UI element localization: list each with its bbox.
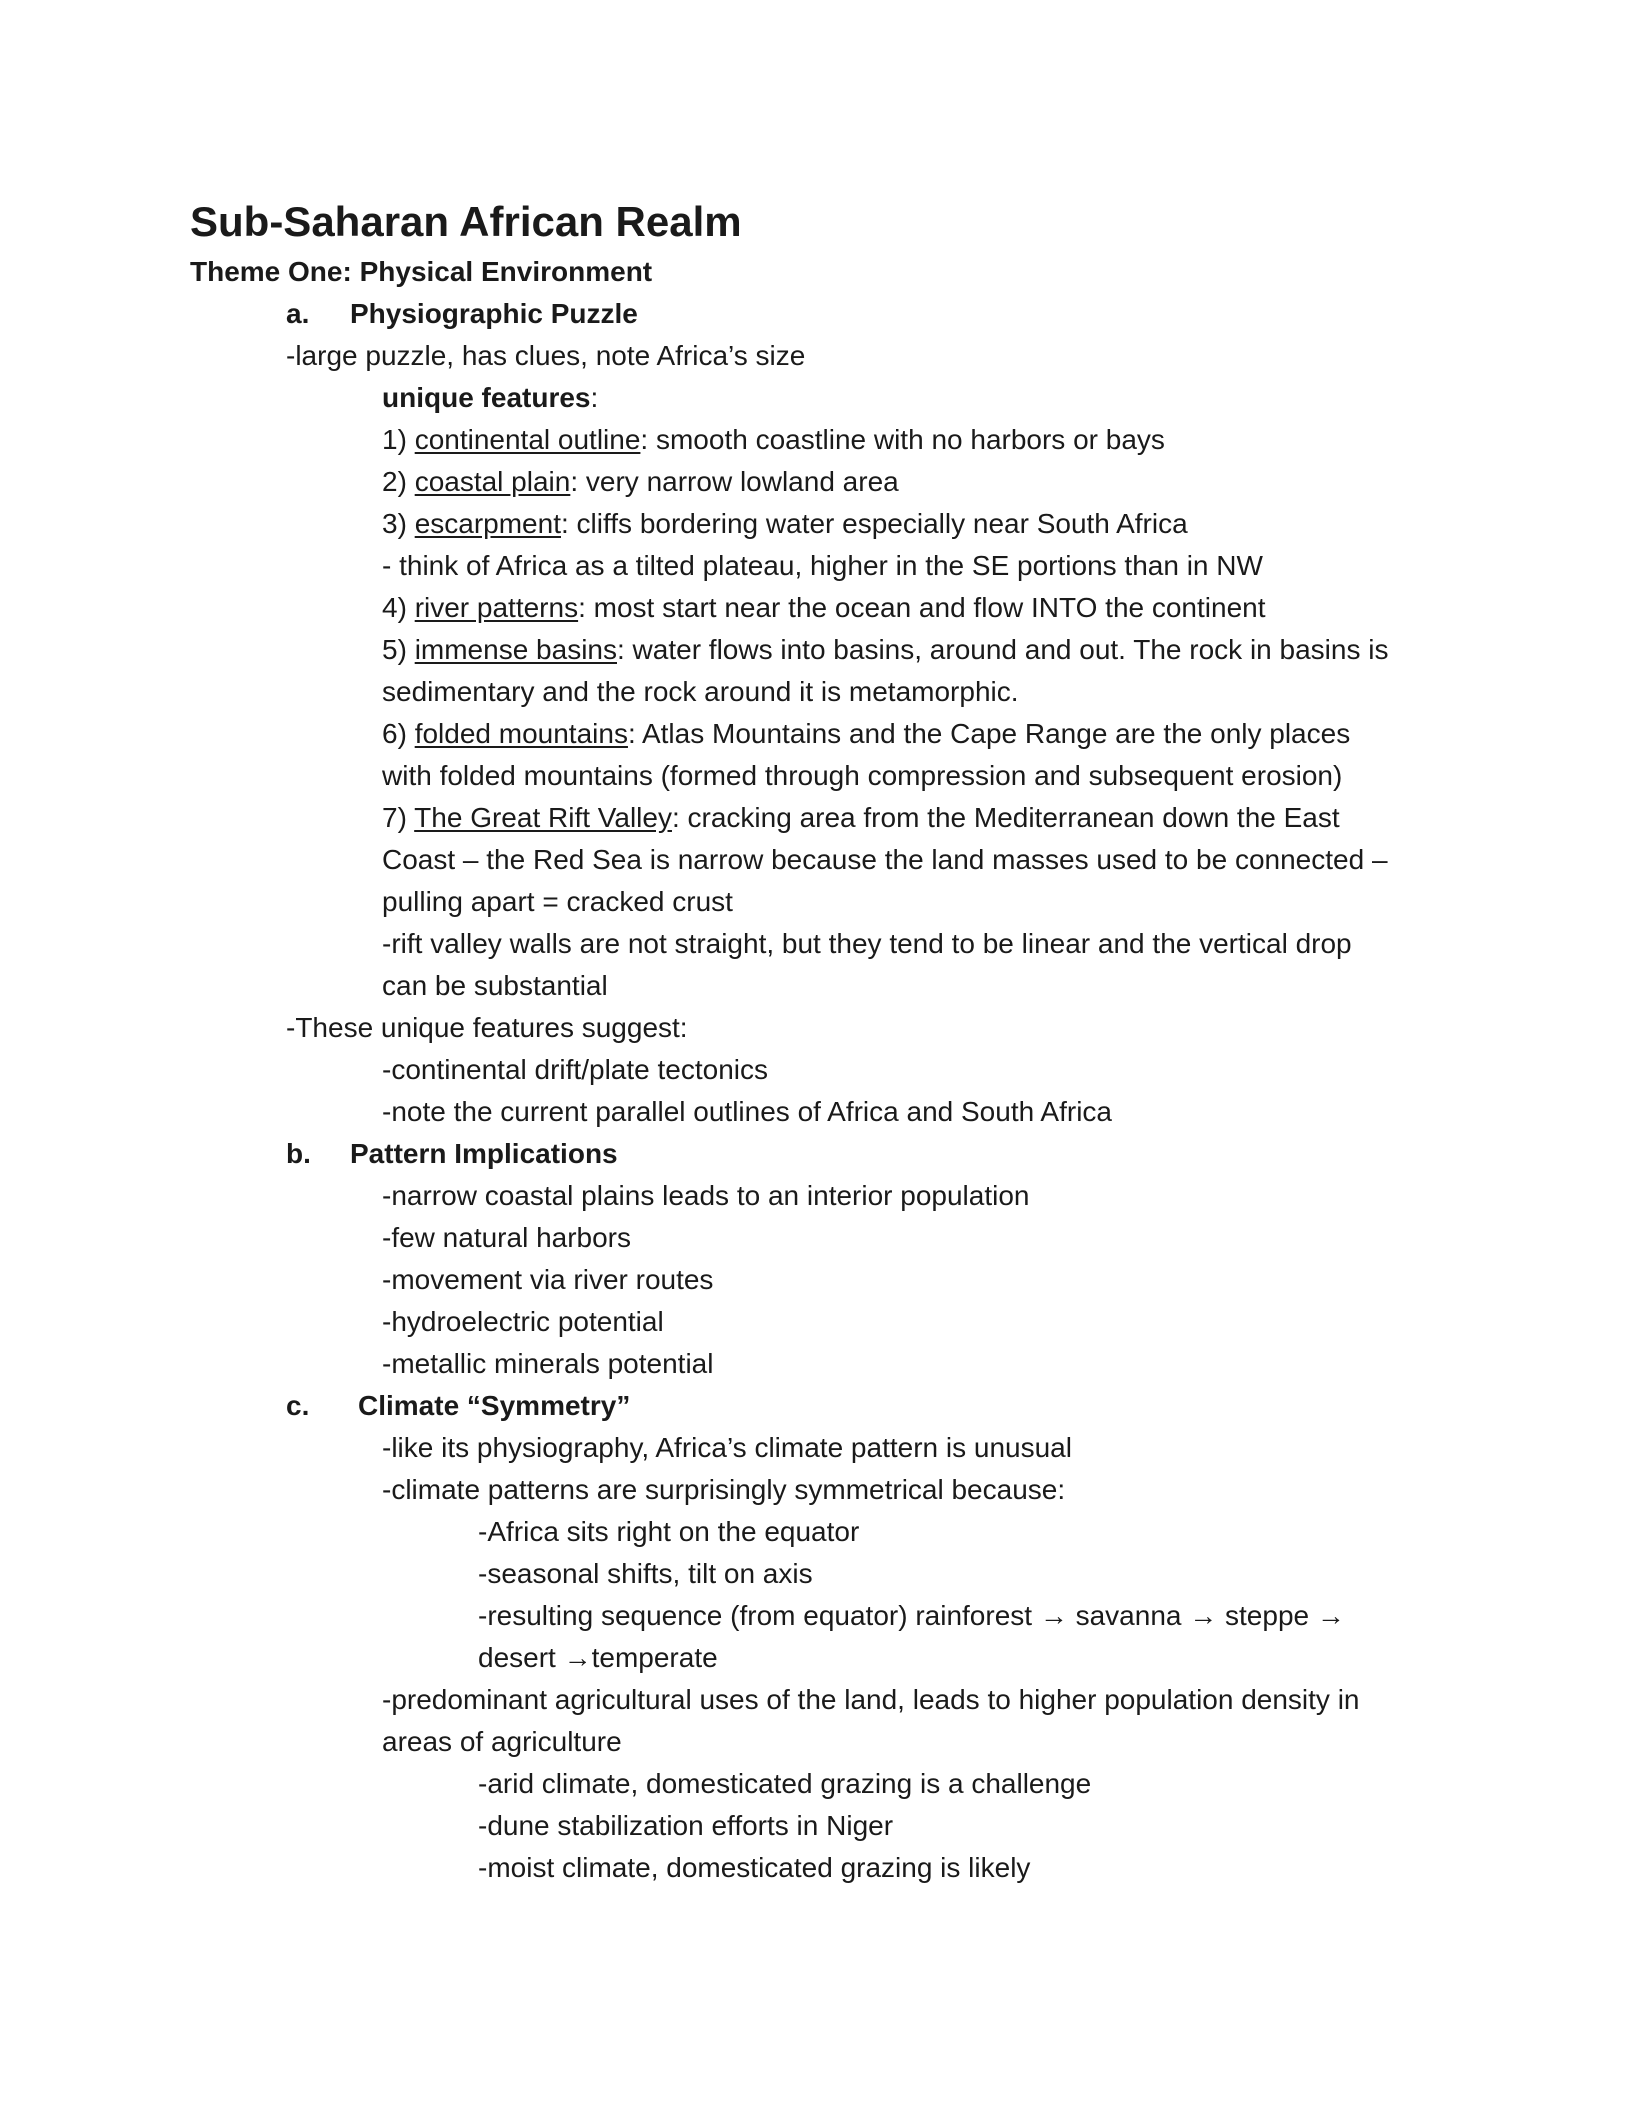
section-a-heading	[286, 297, 638, 331]
agriculture-sub-item: -arid climate, domesticated grazing is a challenge	[478, 1768, 1092, 1799]
feature-description: : most start near the ocean and flow INTO the continent	[578, 592, 1266, 623]
climate-sub-item: -resulting sequence (from equator) rainforest → savanna → steppe →	[478, 1600, 1345, 1631]
feature-term: coastal plain	[414, 466, 571, 497]
implication-item: -hydroelectric potential	[382, 1306, 664, 1337]
feature-item	[382, 423, 1165, 457]
feature-description: : very narrow lowland area	[570, 466, 899, 497]
climate-sub-item: -seasonal shifts, tilt on axis	[478, 1558, 813, 1589]
climate-sub-item: desert →temperate	[478, 1642, 718, 1673]
climate-line: -like its physiography, Africa’s climate pattern is unusual	[382, 1432, 1072, 1463]
feature-number: 1)	[382, 424, 415, 455]
feature-description: : cliffs bordering water especially near South Africa	[560, 508, 1188, 539]
feature-description: : Atlas Mountains and the Cape Range are the only places	[627, 718, 1351, 749]
section-b-title: Pattern Implications	[350, 1138, 618, 1169]
feature-number: 6)	[382, 718, 415, 749]
feature-continuation: can be substantial	[382, 970, 608, 1001]
climate-sub-item: -Africa sits right on the equator	[478, 1516, 860, 1547]
agriculture-line: -predominant agricultural uses of the land, leads to higher population density in	[382, 1684, 1360, 1715]
feature-note: -rift valley walls are not straight, but they tend to be linear and the vertical drop	[382, 928, 1352, 959]
suggest-item: -continental drift/plate tectonics	[382, 1054, 768, 1085]
section-a-title: Physiographic Puzzle	[350, 298, 638, 329]
agriculture-sub-item: -moist climate, domesticated grazing is likely	[478, 1852, 1031, 1883]
agriculture-line: areas of agriculture	[382, 1726, 622, 1757]
feature-continuation: with folded mountains (formed through compression and subsequent erosion)	[382, 760, 1343, 791]
feature-item	[382, 801, 1340, 835]
theme-heading: Theme One: Physical Environment	[190, 256, 653, 287]
unique-features-heading	[382, 381, 598, 415]
feature-term: continental outline	[414, 424, 641, 455]
feature-description: : water flows into basins, around and out. The rock in basins is	[617, 634, 1389, 665]
feature-description: : smooth coastline with no harbors or bays	[640, 424, 1165, 455]
implication-item: -narrow coastal plains leads to an interior population	[382, 1180, 1030, 1211]
unique-features-label: unique features	[382, 382, 591, 413]
feature-item	[382, 507, 1188, 541]
feature-continuation: pulling apart = cracked crust	[382, 886, 733, 917]
feature-term: escarpment	[414, 508, 561, 539]
feature-number: 5)	[382, 634, 415, 665]
section-c-title: Climate “Symmetry”	[358, 1390, 631, 1421]
feature-item	[382, 717, 1350, 751]
implication-item: -few natural harbors	[382, 1222, 632, 1253]
feature-term: immense basins	[414, 634, 617, 665]
feature-term: The Great Rift Valley	[414, 802, 672, 833]
feature-item	[382, 591, 1266, 625]
section-a-letter: a.	[286, 298, 310, 329]
document-title: Sub-Saharan African Realm	[190, 198, 742, 245]
section-b-heading	[286, 1137, 618, 1171]
section-c-heading	[286, 1389, 630, 1423]
section-a-intro: -large puzzle, has clues, note Africa’s size	[286, 340, 806, 371]
feature-note: - think of Africa as a tilted plateau, higher in the SE portions than in NW	[382, 550, 1263, 581]
feature-item	[382, 633, 1388, 667]
feature-number: 2)	[382, 466, 415, 497]
climate-line: -climate patterns are surprisingly symmetrical because:	[382, 1474, 1066, 1505]
section-b-letter: b.	[286, 1138, 311, 1169]
feature-number: 3)	[382, 508, 415, 539]
feature-number: 7)	[382, 802, 415, 833]
implication-item: -metallic minerals potential	[382, 1348, 714, 1379]
suggest-label: -These unique features suggest:	[286, 1012, 688, 1043]
feature-description: : cracking area from the Mediterranean down the East	[671, 802, 1340, 833]
suggest-item: -note the current parallel outlines of Africa and South Africa	[382, 1096, 1112, 1127]
agriculture-sub-item: -dune stabilization efforts in Niger	[478, 1810, 894, 1841]
unique-features-colon: :	[590, 382, 599, 413]
feature-continuation: Coast – the Red Sea is narrow because the land masses used to be connected –	[382, 844, 1388, 875]
implication-item: -movement via river routes	[382, 1264, 714, 1295]
feature-continuation: sedimentary and the rock around it is metamorphic.	[382, 676, 1019, 707]
feature-number: 4)	[382, 592, 415, 623]
feature-term: folded mountains	[414, 718, 628, 749]
feature-term: river patterns	[414, 592, 579, 623]
feature-item	[382, 465, 899, 499]
section-c-letter: c.	[286, 1390, 310, 1421]
